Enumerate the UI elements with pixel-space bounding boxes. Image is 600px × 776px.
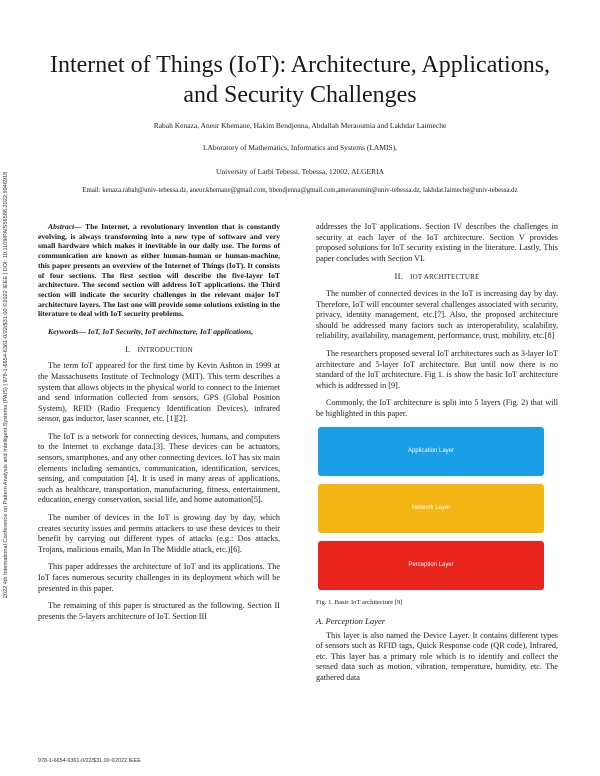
page-footer: 978-1-6654-6361-0/22/$31.00 ©2022 IEEE <box>38 758 141 764</box>
paragraph: The number of connected devices in the IoT is increasing day by day. Therefore, IoT will encounter several challenges associated with security, privacy, identity management, etc.[7]. Also, the proposed architecture should be addressed many factors such as interoperability, scalability, reliability, availability, management, performance, trust, mobility, etc.[8] <box>316 288 558 341</box>
paper-title: Internet of Things (IoT): Architecture, Applications, and Security Challenges <box>49 52 551 108</box>
keywords-label: Keywords— <box>48 327 86 337</box>
keywords <box>38 327 280 337</box>
email-list: Email: kenaza.rabah@univ-tebessa.dz, aneur.khemane@gmail.com, hbendjenna@gmail.com,ameraoumin@univ-tebessa.dz, lakhdar.laimeche@univ-tebessa.dz <box>82 187 518 194</box>
perception-layer-box: Perception Layer <box>318 541 544 590</box>
paragraph: Commonly, the IoT architecture is split into 5 layers (Fig. 2) that will be highlighted in this paper. <box>316 398 558 418</box>
subsection-heading: A. Perception Layer <box>316 616 386 627</box>
section-heading-introduction: I. INTRODUCTION <box>125 343 193 354</box>
figure-caption: Fig. 1. Basic IoT architecture [9] <box>316 598 403 606</box>
paragraph: This paper addresses the architecture of IoT and its applications. The IoT faces numerous security challenges in its deployment which will be presented in this paper. <box>38 562 280 593</box>
abstract <box>38 222 280 319</box>
paragraph: The remaining of this paper is structured as the following. Section II presents the 5-layers architecture of IoT. Section III <box>38 601 280 621</box>
right-column <box>316 222 558 691</box>
paragraph: The term IoT appeared for the first time by Kevin Ashton in 1999 at the Massachusetts Institute of Technology (MIT). This term describes a system that allows objects in the physical world to connect to the Internet and send information collected from sensors, GPS (Global Position System), RFID (Radio Frequency Identification Devices), infrared sensor, gas inductor, laser scanner, etc. [1][2]. <box>38 361 280 424</box>
abstract-label: Abstract— <box>48 222 82 231</box>
university: University of Larbi Tebessi, Tebessa, 12002, ALGERIA <box>215 167 385 176</box>
network-layer-box: Network Layer <box>318 484 544 533</box>
paragraph: The number of devices in the IoT is growing day by day, which creates security issues and permits attackers to use these devices to their benefit by carrying out different types of attacks (e.g.: Dos attacks, Trojans, malicious emails, Man In The Middle attack, etc.)[6]. <box>38 513 280 554</box>
application-layer-box: Application Layer <box>318 427 544 476</box>
paragraph: The researchers proposed several IoT architectures such as 3-layer IoT architecture and 5-layer IoT architecture. But until now there is no standard of the IoT architecture. Fig 1. is show the basic IoT architecture which is addressed in [9]. <box>316 348 558 390</box>
paragraph: The IoT is a network for connecting devices, humans, and computers to the Internet to exchange data.[3]. These devices can be actuators, sensors, smartphones, and any other connecting devices. IoT has six main elements including semantics, communication, identification, services, sensing, and computation [4]. It is used in many areas of applications, such as healthcare, transportation, manufacturing, fitness, entertainment, education, energy conservation, social life, and home automation[5]. <box>38 431 280 505</box>
left-column <box>38 222 280 629</box>
keywords-text: IoT, IoT Security, IoT architecture, IoT applications, <box>85 327 254 337</box>
author-list: Rabah Kenaza, Aneur Khemane, Hakim Bendjenna, Abdallah Meraoumia and Lakhdar Laimeche <box>153 121 447 130</box>
section-title: IOT ARCHITECTURE <box>410 273 480 282</box>
paragraph: addresses the IoT applications. Section IV describes the challenges in security at each layer of the IoT architecture. Section V provides proposed solutions for IoT security existing in the literature. Lastly, This paper concludes with Section VI. <box>316 222 558 263</box>
section-title: INTRODUCTION <box>137 345 193 354</box>
affiliation: LAboratory of Mathematics, Informatics and Systems (LAMIS), <box>202 143 398 152</box>
section-heading-architecture: II. IOT ARCHITECTURE <box>394 271 480 282</box>
paragraph: This layer is also named the Device Layer. It contains different types of sensors such as RFID tags, Quick Response code (QR code), Infrared, etc. This layer has a primary role which is to identify and collect the sensed data such as motion, vibration, temperature, humidity, etc. The gathered data <box>316 630 558 683</box>
side-identifier: 2022 4th International Conference on Pattern Analysis and Intelligent Systems (PAIS) | 978-1-6654-6361-0/22/$31.00 ©2022 IEEE | DOI: 10.1109/PAIS56586.2022.9946918 <box>3 171 9 599</box>
abstract-text: The Internet, a revolutionary invention that is constantly evolving, is always transforming into a new type of software and very small hardware which makes it inevitable in our daily use. The forms of communication are known as either human-human or human-machine, this paper presents an overview of the Internet of Things (IoT). It consists of four sections. The first section will describe the five-layer IoT architecture. The second section will address IoT applications. the Third section will indicate the security challenges in the relevant major IoT architecture layers. The last one will provide some solutions existing in the literature to deal with IoT security problems. <box>38 222 280 319</box>
architecture-figure <box>316 427 558 590</box>
